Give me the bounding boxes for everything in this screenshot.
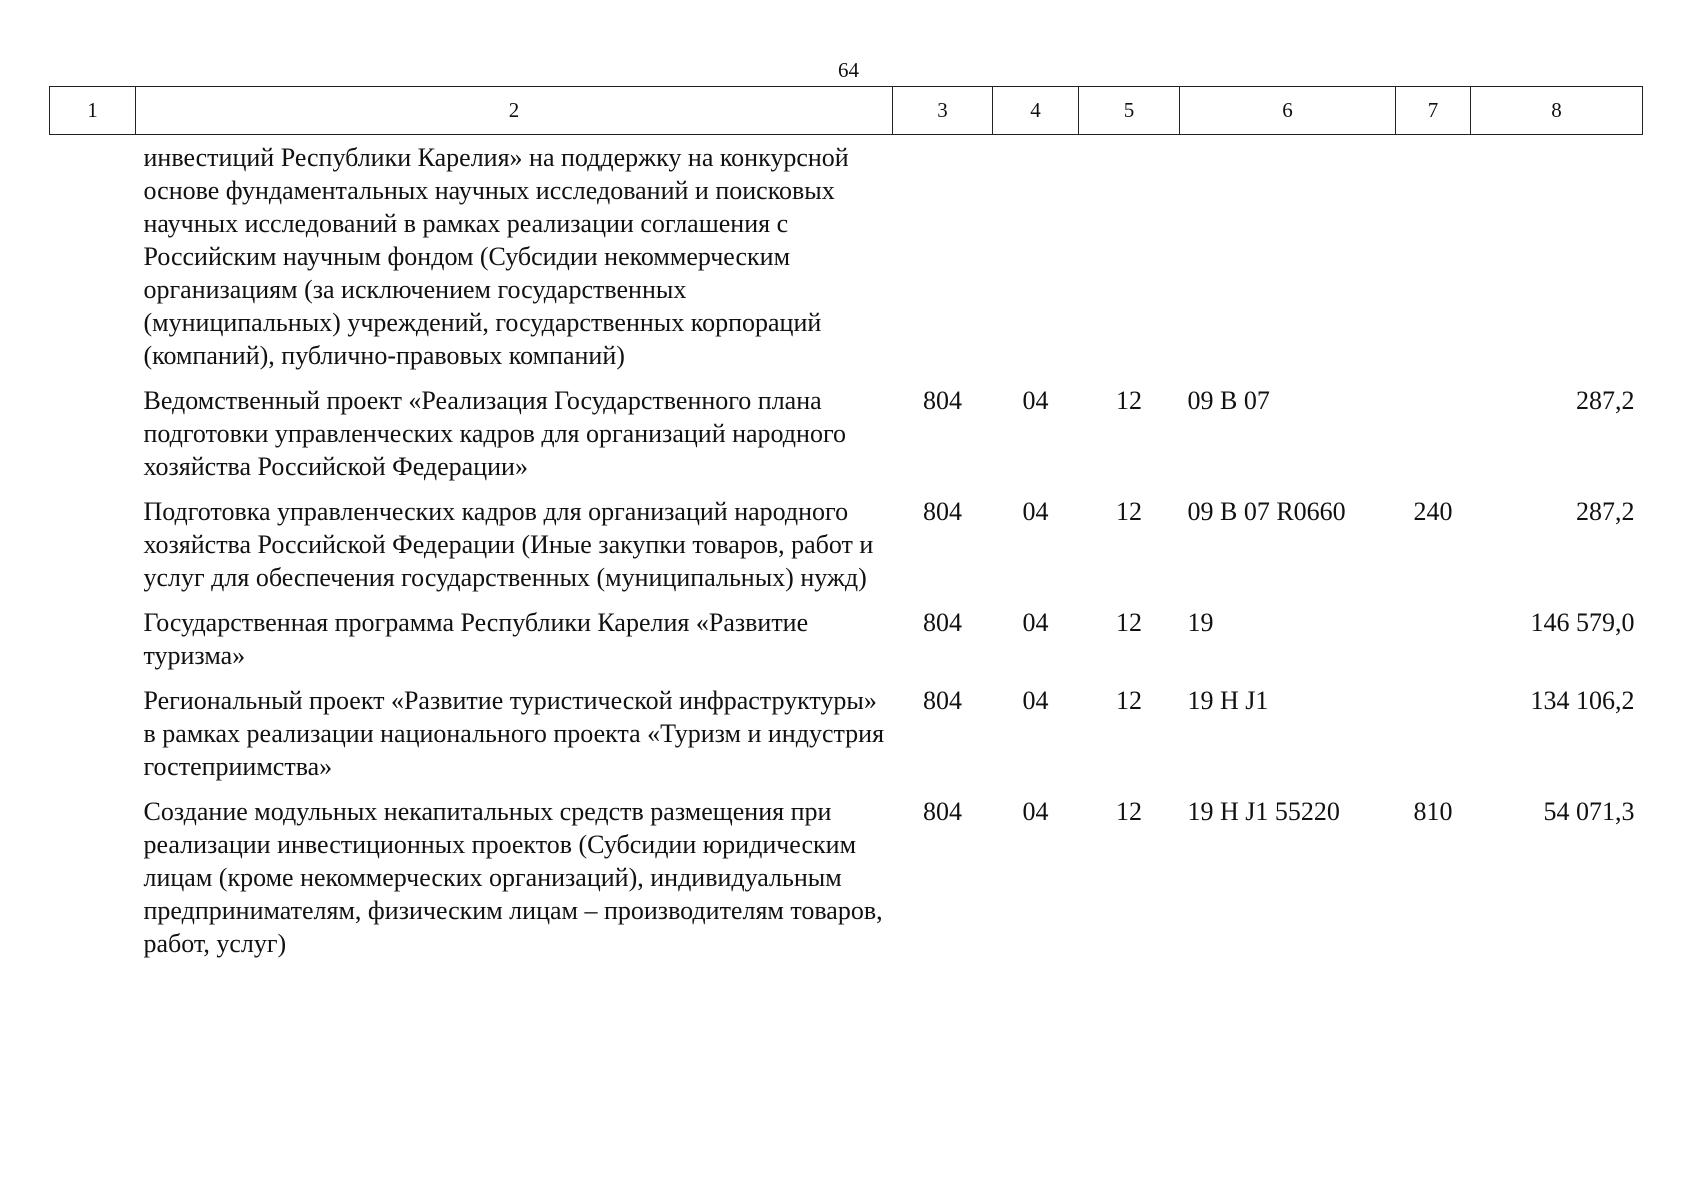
expense-type-code [1396, 672, 1471, 783]
target-article-code [1180, 135, 1396, 373]
row-description: Подготовка управленческих кадров для организаций народного хозяйства Российской Федерации (Иные закупки товаров, работ и услуг для обеспечения государственных (муниципальных) нужд) [143, 497, 874, 592]
row-description: Региональный проект «Развитие туристической инфраструктуры» в рамках реализации национального проекта «Туризм и индустрия гостеприимства» [143, 686, 885, 781]
admin-code: 804 [923, 386, 962, 415]
subsection-code [1079, 135, 1180, 373]
column-header-2: 2 [136, 87, 893, 135]
table-row [50, 483, 1643, 594]
header-row [50, 87, 1643, 135]
column-header-3: 3 [893, 87, 993, 135]
expense-type-code: 810 [1413, 797, 1453, 826]
amount-value: 54 071,3 [1543, 797, 1635, 826]
table-row [50, 672, 1643, 783]
column-header-7: 7 [1396, 87, 1471, 135]
target-article-code: 19 Н J1 55220 [1187, 797, 1340, 826]
row-number-cell [50, 483, 136, 594]
table-row [50, 594, 1643, 672]
column-header-8: 8 [1471, 87, 1643, 135]
row-number-cell [50, 672, 136, 783]
target-article-code: 19 [1187, 608, 1214, 637]
amount-value: 134 106,2 [1530, 686, 1635, 715]
column-header-1: 1 [50, 87, 136, 135]
section-code: 04 [1022, 608, 1049, 637]
section-code: 04 [1022, 797, 1049, 826]
admin-code: 804 [923, 497, 962, 526]
row-number-cell [50, 372, 136, 483]
subsection-code: 12 [1116, 497, 1142, 526]
subsection-code: 12 [1116, 797, 1142, 826]
row-description: Государственная программа Республики Карелия «Развитие туризма» [143, 608, 809, 670]
column-header-4: 4 [993, 87, 1079, 135]
row-number-cell [50, 783, 136, 960]
row-description: Ведомственный проект «Реализация Государственного плана подготовки управленческих кадров для организаций народного хозяйства Российской Федерации» [143, 386, 846, 481]
admin-code [893, 135, 993, 373]
expense-type-code: 240 [1413, 497, 1453, 526]
target-article-code: 09 В 07 R0660 [1187, 497, 1346, 526]
budget-table [49, 86, 1643, 960]
amount-value: 287,2 [1576, 386, 1635, 415]
row-number-cell [50, 135, 136, 373]
subsection-code: 12 [1116, 686, 1142, 715]
row-description: Создание модульных некапитальных средств размещения при реализации инвестиционных проектов (Субсидии юридическим лицам (кроме некоммерческих организаций), индивидуальным предпринимателям, физическим лицам – производителям товаров, работ, услуг) [143, 797, 883, 958]
subsection-code: 12 [1116, 386, 1142, 415]
admin-code: 804 [923, 608, 962, 637]
amount-value: 287,2 [1576, 497, 1635, 526]
amount-value: 146 579,0 [1530, 608, 1635, 637]
column-header-6: 6 [1180, 87, 1396, 135]
section-code [993, 135, 1079, 373]
column-header-5: 5 [1079, 87, 1180, 135]
table-row [50, 372, 1643, 483]
section-code: 04 [1022, 686, 1049, 715]
amount-value [1471, 135, 1643, 373]
subsection-code: 12 [1116, 608, 1142, 637]
section-code: 04 [1022, 497, 1049, 526]
page-number: 64 [838, 58, 859, 82]
admin-code: 804 [923, 797, 962, 826]
table-row [50, 783, 1643, 960]
table-body [50, 135, 1643, 961]
target-article-code: 09 В 07 [1187, 386, 1270, 415]
row-number-cell [50, 594, 136, 672]
target-article-code: 19 Н J1 [1187, 686, 1269, 715]
admin-code: 804 [923, 686, 962, 715]
row-description: инвестиций Республики Карелия» на поддержку на конкурсной основе фундаментальных научных исследований и поисковых научных исследований в рамках реализации соглашения с Российским научным фондом (Субсидии некоммерческим организациям (за исключением государственных (муниципальных) учреждений, государственных корпораций (компаний), публично-правовых компаний) [143, 143, 849, 370]
expense-type-code [1396, 594, 1471, 672]
table-row [50, 135, 1643, 373]
table-header [50, 87, 1643, 135]
expense-type-code [1396, 135, 1471, 373]
section-code: 04 [1022, 386, 1049, 415]
expense-type-code [1396, 372, 1471, 483]
